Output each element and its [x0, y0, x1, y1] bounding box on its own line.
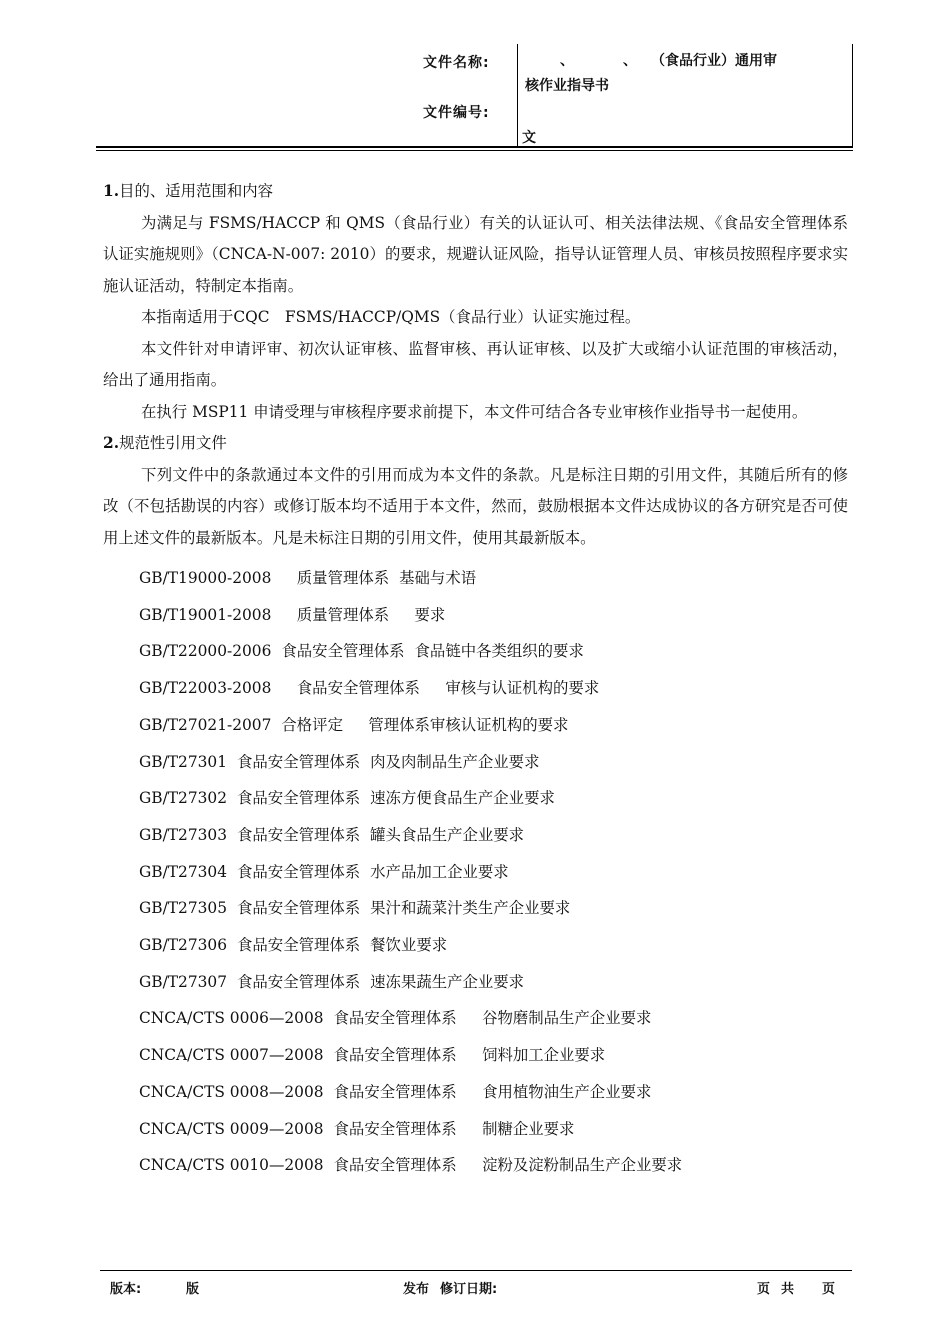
reference-subtitle: 速冻方便食品生产企业要求 — [370, 789, 555, 808]
header-rule-thin — [96, 150, 853, 151]
reference-code: CNCA/CTS 0008—2008 — [139, 1082, 324, 1101]
reference-code: GB/T27301 — [139, 752, 228, 771]
section-1-paragraph: 本指南适用于CQC FSMS/HACCP/QMS（食品行业）认证实施过程。 — [141, 308, 641, 326]
reference-subtitle: 水产品加工企业要求 — [370, 862, 509, 881]
reference-title: 食品安全管理体系 — [237, 972, 361, 991]
list-item — [139, 1074, 848, 1111]
section-1-paragraph: 在执行 MSP11 申请受理与审核程序要求前提下，本文件可结合各专业审核作业指导书一起使用。 — [141, 402, 808, 421]
reference-code: GB/T27021-2007 — [139, 715, 272, 734]
reference-code: GB/T27304 — [139, 862, 228, 881]
section-1-heading — [103, 176, 848, 208]
document-header — [0, 0, 950, 160]
reference-code: GB/T19001-2008 — [139, 605, 272, 624]
reference-code: CNCA/CTS 0007—2008 — [139, 1046, 324, 1065]
reference-code: GB/T22000-2006 — [139, 642, 272, 661]
reference-title: 食品安全管理体系 — [333, 1009, 457, 1028]
reference-code: CNCA/CTS 0009—2008 — [139, 1119, 324, 1138]
page-label: 页 — [757, 1282, 771, 1297]
reference-title: 食品安全管理体系 — [237, 789, 361, 808]
total-pages-label: 共 — [781, 1282, 795, 1297]
reference-subtitle: 要求 — [399, 605, 446, 624]
list-item — [139, 707, 848, 744]
revision-date-label: 修订日期: — [440, 1282, 498, 1297]
reference-title: 食品安全管理体系 — [237, 825, 361, 844]
list-item — [139, 1000, 848, 1037]
section-2-heading — [103, 428, 848, 460]
file-number-value: 文 — [522, 130, 536, 146]
reference-code: GB/T27307 — [139, 972, 228, 991]
list-item — [139, 744, 848, 781]
reference-title: 食品安全管理体系 — [237, 899, 361, 918]
header-divider-left — [517, 44, 518, 147]
list-item — [139, 964, 848, 1001]
section-1-paragraph: 为满足与 FSMS/HACCP 和 QMS（食品行业）有关的认证认可、相关法律法规、《食品安全管理体系认证实施规则》（CNCA-N-007: 2010）的要求，规避认证风险，指导认证管理人员、审核员按照程序要求实施认证活动，特制定本指南。 — [103, 213, 848, 295]
reference-title: 食品安全管理体系 — [333, 1046, 457, 1065]
version-label: 版本: — [110, 1282, 142, 1297]
reference-code: GB/T27305 — [139, 899, 228, 918]
header-rule-thick — [96, 146, 853, 148]
version-value: 版 — [186, 1282, 200, 1297]
list-item — [139, 780, 848, 817]
reference-title: 食品安全管理体系 — [237, 752, 361, 771]
footer-rule — [100, 1270, 852, 1271]
document-footer — [0, 1260, 950, 1300]
reference-code: CNCA/CTS 0010—2008 — [139, 1156, 324, 1175]
reference-title: 质量管理体系 — [281, 605, 390, 624]
reference-subtitle: 罐头食品生产企业要求 — [370, 825, 525, 844]
reference-subtitle: 饲料加工企业要求 — [466, 1046, 606, 1065]
list-item — [139, 1037, 848, 1074]
reference-subtitle: 管理体系审核认证机构的要求 — [352, 715, 569, 734]
list-item — [139, 633, 848, 670]
reference-code: GB/T27303 — [139, 825, 228, 844]
file-name-value-line1: 、 、 （食品行业）通用审 — [560, 53, 777, 69]
reference-title: 食品安全管理体系 — [333, 1156, 457, 1175]
section-1-paragraph: 本文件针对申请评审、初次认证审核、监督审核、再认证审核、以及扩大或缩小认证范围的审核活动，给出了通用指南。 — [103, 339, 848, 389]
reference-title: 质量管理体系 — [281, 569, 390, 587]
reference-title: 食品安全管理体系 — [281, 642, 405, 661]
list-item — [139, 1147, 848, 1184]
reference-subtitle: 速冻果蔬生产企业要求 — [370, 972, 525, 991]
reference-title: 食品安全管理体系 — [237, 936, 361, 955]
reference-list — [139, 560, 848, 1184]
file-name-value-line2: 核作业指导书 — [525, 78, 609, 94]
reference-title: 合格评定 — [281, 715, 343, 734]
file-name-label: 文件名称: — [423, 55, 490, 71]
list-item — [139, 890, 848, 927]
reference-subtitle: 制糖企业要求 — [466, 1119, 575, 1138]
list-item — [139, 670, 848, 707]
reference-subtitle: 食用植物油生产企业要求 — [466, 1082, 652, 1101]
list-item — [139, 817, 848, 854]
list-item — [139, 927, 848, 964]
reference-code: GB/T27306 — [139, 936, 228, 955]
reference-code: GB/T19000-2008 — [139, 569, 272, 587]
reference-code: GB/T27302 — [139, 789, 228, 808]
section-1-title: 目的、适用范围和内容 — [119, 182, 273, 200]
reference-subtitle: 审核与认证机构的要求 — [429, 679, 600, 698]
header-divider-right — [852, 44, 853, 147]
reference-title: 食品安全管理体系 — [281, 679, 420, 698]
reference-subtitle: 食品链中各类组织的要求 — [414, 642, 584, 661]
list-item — [139, 854, 848, 891]
reference-subtitle: 基础与术语 — [399, 569, 477, 587]
release-label: 发布 — [403, 1282, 430, 1297]
file-number-label: 文件编号: — [423, 105, 490, 121]
page-suffix-label: 页 — [822, 1282, 836, 1297]
section-2-title: 规范性引用文件 — [119, 434, 227, 452]
reference-subtitle: 果汁和蔬菜汁类生产企业要求 — [370, 899, 571, 918]
section-2-number: 2. — [103, 434, 120, 452]
list-item — [139, 1111, 848, 1148]
reference-title: 食品安全管理体系 — [333, 1119, 457, 1138]
reference-code: CNCA/CTS 0006—2008 — [139, 1009, 324, 1028]
reference-subtitle: 淀粉及淀粉制品生产企业要求 — [466, 1156, 683, 1175]
reference-code: GB/T22003-2008 — [139, 679, 272, 698]
document-body — [103, 176, 848, 1184]
list-item — [139, 560, 848, 597]
reference-subtitle: 餐饮业要求 — [370, 936, 448, 955]
section-2-paragraph: 下列文件中的条款通过本文件的引用而成为本文件的条款。凡是标注日期的引用文件，其随后所有的修改（不包括勘误的内容）或修订版本均不适用于本文件，然而，鼓励根据本文件达成协议的各方研究是否可使用上述文件的最新版本。凡是未标注日期的引用文件，使用其最新版本。 — [103, 465, 848, 547]
reference-subtitle: 肉及肉制品生产企业要求 — [370, 752, 540, 771]
reference-title: 食品安全管理体系 — [237, 862, 361, 881]
section-1-number: 1. — [103, 182, 120, 200]
reference-subtitle: 谷物磨制品生产企业要求 — [466, 1009, 652, 1028]
list-item — [139, 597, 848, 634]
reference-title: 食品安全管理体系 — [333, 1082, 457, 1101]
